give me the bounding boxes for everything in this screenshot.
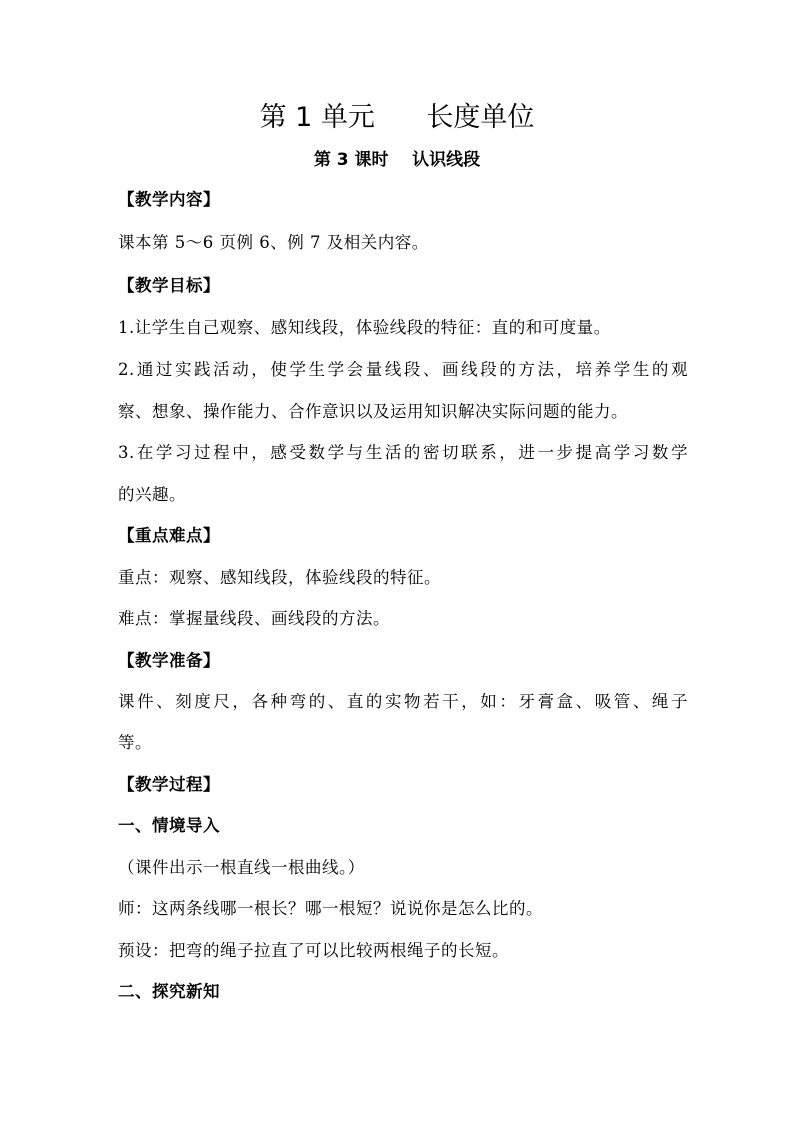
goal-2-line-1: 2.通过实践活动，使学生学会量线段、画线段的方法，培养学生的观 bbox=[118, 360, 688, 379]
key-point: 重点：观察、感知线段，体验线段的特征。 bbox=[118, 568, 441, 587]
prep-line-1: 课件、刻度尺，各种弯的、直的实物若干，如：牙膏盒、吸管、绳子 bbox=[118, 692, 688, 711]
part1-heading: 一、情境导入 bbox=[118, 816, 220, 835]
goal-3-line-1: 3.在学习过程中，感受数学与生活的密切联系，进一步提高学习数学 bbox=[118, 443, 688, 462]
part1-note: （课件出示一根直线一根曲线。） bbox=[118, 858, 365, 877]
goal-1: 1.让学生自己观察、感知线段，体验线段的特征：直的和可度量。 bbox=[118, 318, 611, 337]
part1-teacher: 师：这两条线哪一根长？哪一根短？说说你是怎么比的。 bbox=[118, 899, 543, 918]
content-text: 课本第 5～6 页例 6、例 7 及相关内容。 bbox=[118, 233, 429, 252]
lesson-subtitle: 第 3 课时 认识线段 bbox=[313, 150, 481, 170]
prep-line-2: 等。 bbox=[118, 733, 152, 752]
difficult-point: 难点：掌握量线段、画线段的方法。 bbox=[118, 609, 390, 628]
part2-heading: 二、探究新知 bbox=[118, 982, 220, 1001]
goal-3-line-2: 的兴趣。 bbox=[118, 485, 186, 504]
unit-title: 第 1 单元 长度单位 bbox=[259, 102, 535, 133]
content-heading: 【教学内容】 bbox=[118, 190, 220, 209]
goal-2-line-2: 察、想象、操作能力、合作意识以及运用知识解决实际问题的能力。 bbox=[118, 402, 628, 421]
key-heading: 【重点难点】 bbox=[118, 526, 220, 545]
prep-heading: 【教学准备】 bbox=[118, 651, 220, 670]
part1-preset: 预设：把弯的绳子拉直了可以比较两根绳子的长短。 bbox=[118, 941, 509, 960]
process-heading: 【教学过程】 bbox=[118, 775, 220, 794]
goals-heading: 【教学目标】 bbox=[118, 276, 220, 295]
